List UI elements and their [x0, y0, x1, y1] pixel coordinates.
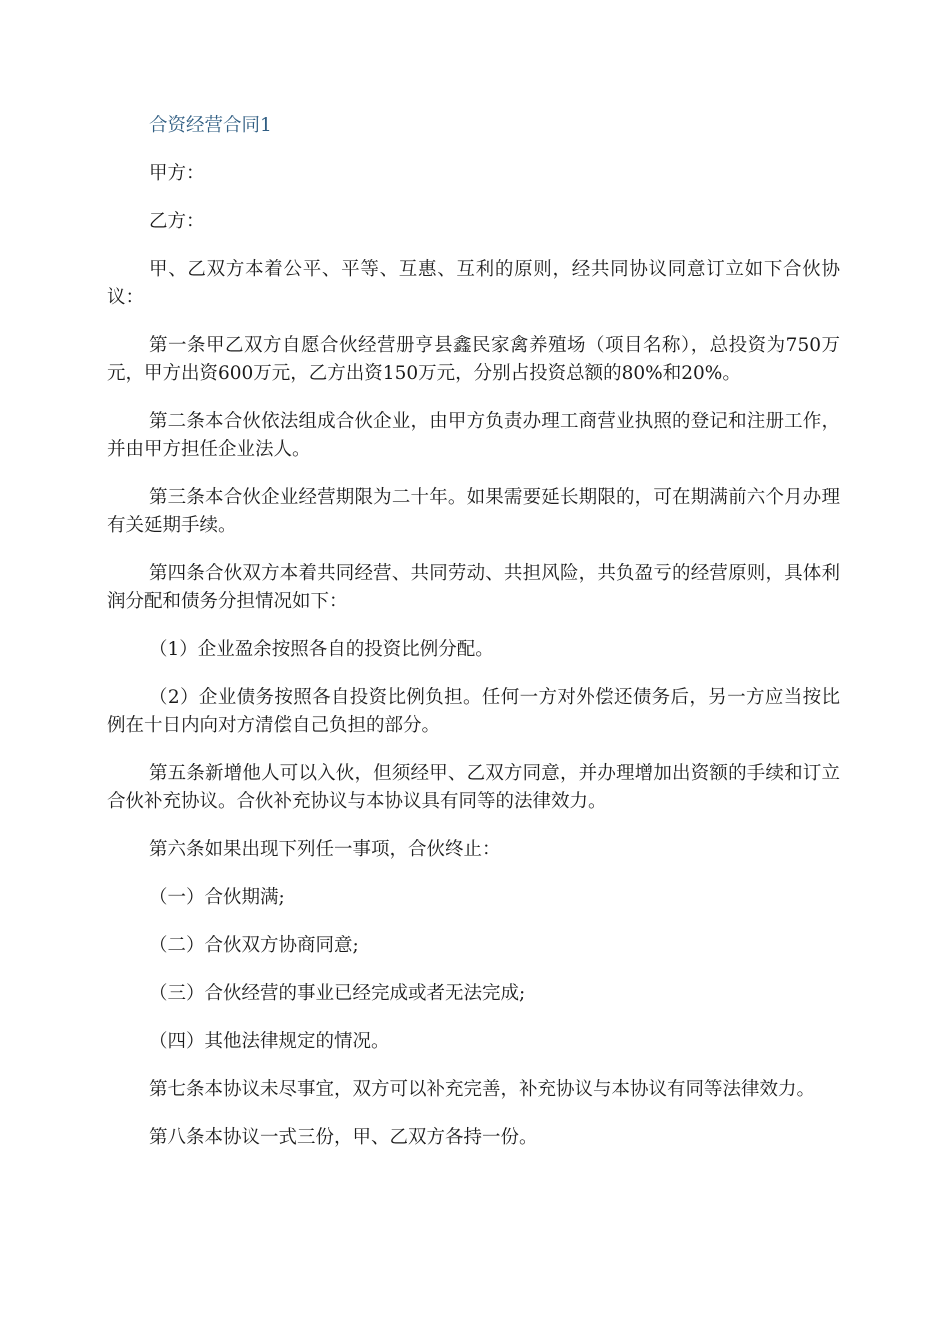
party-a-line: 甲方：: [149, 163, 205, 184]
party-b-line: 乙方：: [149, 211, 205, 232]
article-4: 第四条合伙双方本着共同经营、共同劳动、共担风险，共负盈亏的经营原则，具体利润分配和债务分担情况如下：: [107, 563, 840, 612]
article-4-item-2: （2）企业债务按照各自投资比例负担。任何一方对外偿还债务后，另一方应当按比例在十日内向对方清偿自己负担的部分。: [107, 687, 840, 736]
article-6: 第六条如果出现下列任一事项，合伙终止：: [149, 839, 501, 860]
article-6-item-4: （四）其他法律规定的情况。: [149, 1031, 390, 1052]
article-2: 第二条本合伙依法组成合伙企业，由甲方负责办理工商营业执照的登记和注册工作，并由甲方担任企业法人。: [107, 411, 840, 460]
article-1: 第一条甲乙双方自愿合伙经营册亨县鑫民家禽养殖场（项目名称），总投资为750万元，甲方出资600万元，乙方出资150万元，分别占投资总额的80%和20%。: [107, 335, 840, 384]
document-title: 合资经营合同1: [149, 115, 272, 136]
article-8: 第八条本协议一式三份，甲、乙双方各持一份。: [149, 1127, 538, 1148]
article-6-item-1: （一）合伙期满;: [149, 887, 285, 908]
article-3: 第三条本合伙企业经营期限为二十年。如果需要延长期限的，可在期满前六个月办理有关延期手续。: [107, 487, 840, 536]
article-6-item-2: （二）合伙双方协商同意;: [149, 935, 359, 956]
preamble-paragraph: 甲、乙双方本着公平、平等、互惠、互利的原则，经共同协议同意订立如下合伙协议：: [107, 259, 840, 308]
document-body: [107, 112, 840, 1172]
article-6-item-3: （三）合伙经营的事业已经完成或者无法完成;: [149, 983, 526, 1004]
article-7: 第七条本协议未尽事宜，双方可以补充完善，补充协议与本协议有同等法律效力。: [149, 1079, 816, 1100]
article-4-item-1: （1）企业盈余按照各自的投资比例分配。: [149, 639, 494, 660]
article-5: 第五条新增他人可以入伙，但须经甲、乙双方同意，并办理增加出资额的手续和订立合伙补充协议。合伙补充协议与本协议具有同等的法律效力。: [107, 763, 840, 812]
